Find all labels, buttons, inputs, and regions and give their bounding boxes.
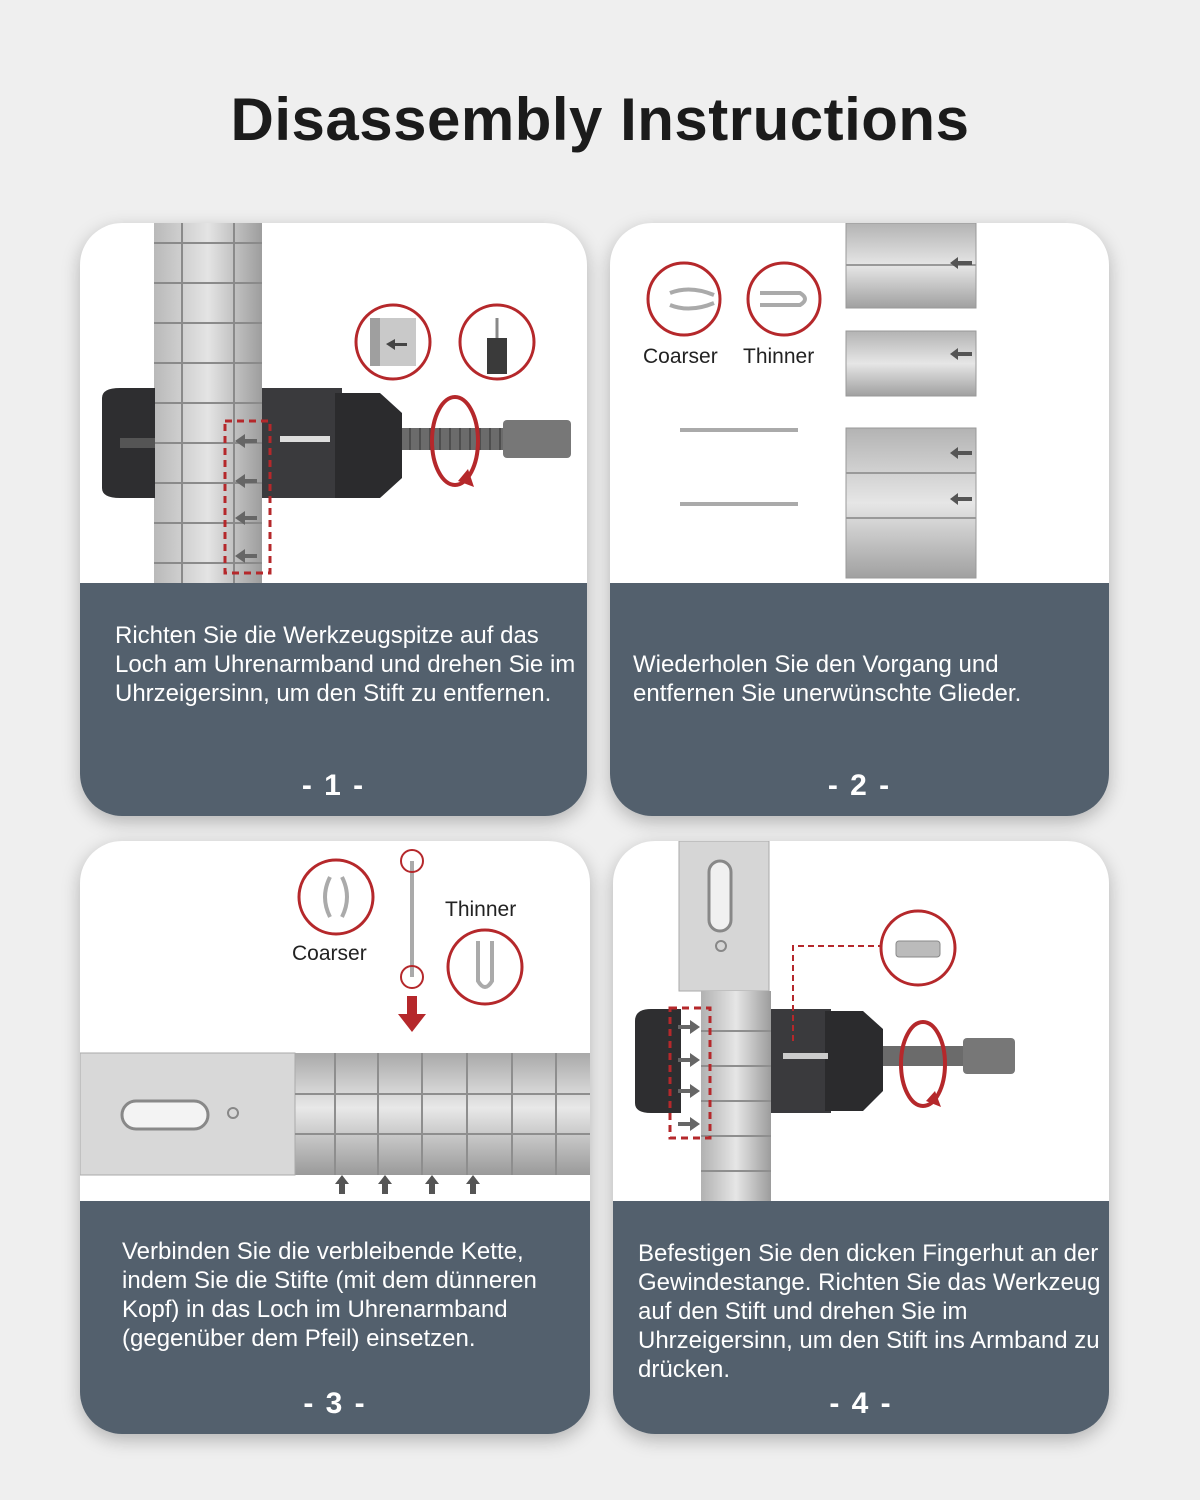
thimble-icon bbox=[881, 911, 955, 985]
step-1-panel bbox=[80, 583, 587, 816]
step-card-3 bbox=[80, 841, 590, 1434]
coarser-label: Coarser bbox=[292, 942, 367, 965]
step-2-illustration bbox=[610, 223, 1109, 583]
step-3-text: Verbinden Sie die verbleibende Kette, indem Sie die Stifte (mit dem dünneren Kopf) in das Loch im Uhrenarmband (gegenüber dem Pfeil) einsetzen. bbox=[122, 1238, 537, 1352]
step-4-text: Befestigen Sie den dicken Fingerhut an der Gewindestange. Richten Sie das Werkzeug auf den Stift und drehen Sie im Uhrzeigersinn, um den Stift ins Armband zu drücken. bbox=[638, 1240, 1101, 1383]
pin-tip-icon bbox=[460, 305, 534, 379]
coarser-pin-icon bbox=[648, 263, 720, 335]
step-4-illustration bbox=[613, 841, 1109, 1201]
pin-vertical bbox=[401, 850, 423, 988]
step-4-number: - 4 - bbox=[829, 1387, 893, 1420]
coarser-pin-icon bbox=[299, 860, 373, 934]
arrow-down-icon bbox=[398, 996, 426, 1032]
thinner-label: Thinner bbox=[743, 345, 815, 368]
step-1-text: Richten Sie die Werkzeugspitze auf das Loch am Uhrenarmband und drehen Sie im Uhrzeigersinn, um den Stift zu entfernen. bbox=[115, 622, 576, 707]
step-1-number: - 1 - bbox=[301, 769, 366, 802]
step-card-1 bbox=[80, 223, 587, 816]
step-2-number: - 2 - bbox=[827, 769, 892, 802]
thinner-pin-icon bbox=[748, 263, 820, 335]
step-2-text: Wiederholen Sie den Vorgang und entfernen Sie unerwünschte Glieder. bbox=[633, 651, 1022, 707]
step-card-2 bbox=[610, 223, 1109, 816]
thinner-pin-icon bbox=[448, 930, 522, 1004]
removed-links bbox=[846, 223, 976, 578]
page-title: Disassembly Instructions bbox=[230, 86, 970, 153]
link-pin-detail-icon bbox=[356, 305, 430, 379]
thinner-label: Thinner bbox=[445, 898, 517, 921]
watch-band-vertical bbox=[154, 223, 262, 583]
arrow-up-icon bbox=[335, 1175, 480, 1194]
step-3-panel bbox=[80, 1201, 590, 1434]
step-3-number: - 3 - bbox=[303, 1387, 367, 1420]
step-card-4 bbox=[613, 841, 1109, 1434]
step-1-illustration bbox=[80, 223, 587, 583]
coarser-label: Coarser bbox=[643, 345, 718, 368]
step-3-illustration bbox=[80, 841, 590, 1201]
step-4-panel bbox=[613, 1201, 1109, 1434]
step-2-panel bbox=[610, 583, 1109, 816]
watch-band-horizontal bbox=[80, 1053, 590, 1194]
arrow-right-icon bbox=[678, 1020, 700, 1131]
watch-band-vertical bbox=[679, 841, 771, 1201]
